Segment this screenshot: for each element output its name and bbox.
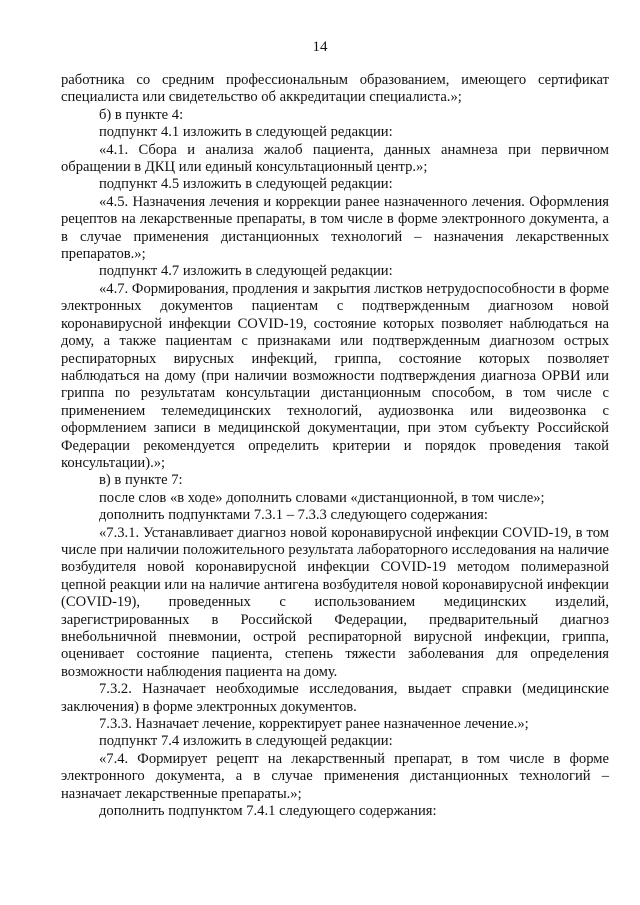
paragraph: «4.5. Назначения лечения и коррекции ранее назначенного лечения. Оформления рецептов на лекарственные препараты, в том числе в форме электронного документа, а в случае применения дистанционных технологий – назначения лекарственных препаратов.»; <box>61 193 609 263</box>
paragraph: после слов «в ходе» дополнить словами «дистанционной, в том числе»; <box>99 489 545 506</box>
paragraph: «4.7. Формирования, продления и закрытия листков нетрудоспособности в форме электронных документов пациентам с подтвержденным диагнозом новой коронавирусной инфекции COVID-19, состояние которых позволяет наблюдаться на дому, а также пациентам с признаками или подтвержденным диагнозом острых респираторных вирусных инфекций, гриппа, состояние которых позволяет наблюдаться на дому (при наличии возможности подтверждения диагноза ОРВИ или гриппа по результатам консультации дистанционным способом, в том числе с применением телемедицинских технологий, аудиозвонка или видеозвонка с оформлением записи в медицинской документации, при этом субъекту Российской Федерации рекомендуется определить критерии и порядок проведения такой консультации).»; <box>61 280 609 471</box>
paragraph: подпункт 7.4 изложить в следующей редакции: <box>99 733 393 750</box>
paragraph: дополнить подпунктами 7.3.1 – 7.3.3 следующего содержания: <box>99 507 488 524</box>
document-body <box>61 72 609 820</box>
paragraph: дополнить подпунктом 7.4.1 следующего содержания: <box>99 803 437 820</box>
paragraph: в) в пункте 7: <box>99 472 183 489</box>
paragraph: работника со средним профессиональным образованием, имеющего сертификат специалиста или свидетельство об аккредитации специалиста.»; <box>61 72 609 106</box>
paragraph: «7.3.1. Устанавливает диагноз новой коронавирусной инфекции COVID-19, в том числе при наличии положительного результата лабораторного исследования на наличие возбудителя новой коронавирусной инфекции COVID-19 методом полимеразной цепной реакции или на наличие антигена возбудителя новой коронавирусной инфекции (COVID-19), проведенных с использованием медицинских изделий, зарегистрированных в Российской Федерации, предварительный диагноз внебольничной пневмонии, острой респираторной вирусной инфекции, гриппа, оценивает состояние пациента, степень тяжести заболевания для определения возможности наблюдения пациента на дому. <box>61 524 609 680</box>
paragraph: подпункт 4.7 изложить в следующей редакции: <box>99 263 393 280</box>
paragraph: 7.3.2. Назначает необходимые исследования, выдает справки (медицинские заключения) в форме электронных документов. <box>61 681 609 715</box>
paragraph: подпункт 4.5 изложить в следующей редакции: <box>99 176 393 193</box>
paragraph: б) в пункте 4: <box>99 106 184 123</box>
paragraph: «7.4. Формирует рецепт на лекарственный препарат, в том числе в форме электронного документа, а в случае применения дистанционных технологий – назначает лекарственные препараты.»; <box>61 750 609 802</box>
paragraph: 7.3.3. Назначает лечение, корректирует ранее назначенное лечение.»; <box>99 716 529 733</box>
paragraph: подпункт 4.1 изложить в следующей редакции: <box>99 124 393 141</box>
paragraph: «4.1. Сбора и анализа жалоб пациента, данных анамнеза при первичном обращении в ДКЦ или единый консультационный центр.»; <box>61 141 609 176</box>
page-number: 14 <box>312 39 328 55</box>
